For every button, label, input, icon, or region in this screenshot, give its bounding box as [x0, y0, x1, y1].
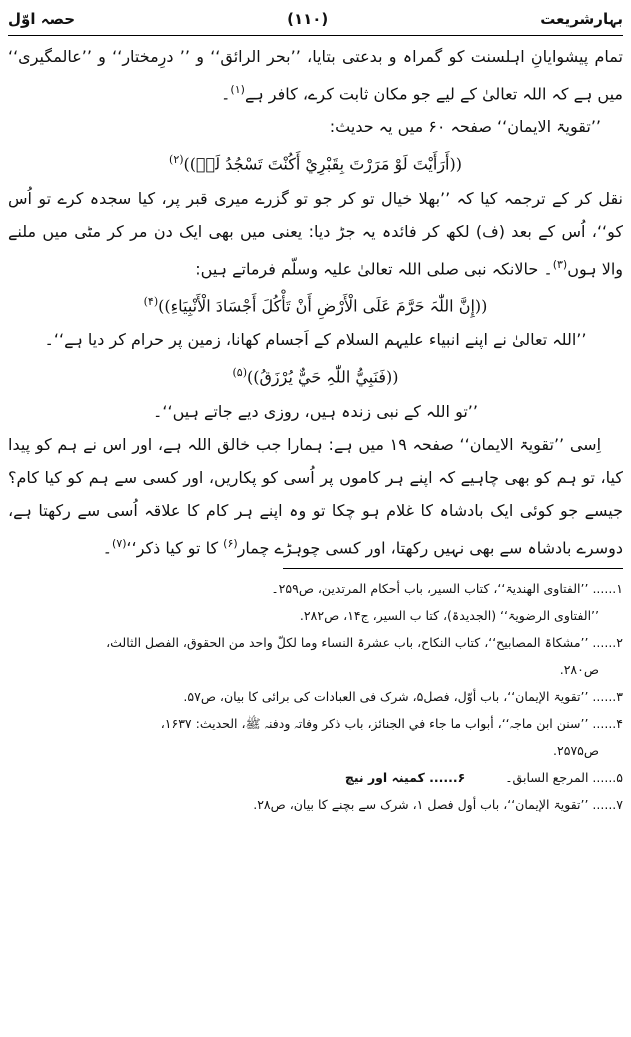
paragraph-1: تمام پیشوایانِ اہلسنت کو گمراہ و بدعتی بتایا، ’’بحر الرائق‘‘ و ’’ درِمختار‘‘ و ’’عالمگیری‘‘ میں ہے کہ اللہ تعالیٰ کے لیے جو مکان ثابت کرے، کافر ہے$^{(۱)}$۔	[8, 47, 623, 104]
footnote-7: ۷...... ’’تقویۃ الإیمان‘‘، باب أول فصل ۱، شرک سے بچنے کا بیان، ص۲۸.	[253, 796, 623, 812]
footnote-ref-1: (۱)	[230, 83, 245, 96]
body-text	[8, 40, 623, 564]
hadith-2: ((إِنَّ اللّٰہَ حَرَّمَ عَلَی الْأَرْضِ أَنْ تَأْکُلَ أَجْسَادَ الْأَنْبِیَاءِ))$^{(۴)}$	[143, 294, 488, 316]
paragraph-3: نقل کر کے ترجمہ کیا کہ ’’بھلا خیال تو کر جو تو گزرے میری قبر پر، کیا سجدہ کرے تو اُس کو‘‘، اُس کے بعد (ف) لکھ کر فائدہ یہ جڑ دیا: یعنی میں بھی ایک دن مر کر مٹی میں ملنے والا ہوں$^{(۳)}$۔ حالانکہ نبی صلی اللہ تعالیٰ علیہ وسلّم فرماتے ہیں:	[8, 188, 623, 278]
page-number: (۱۱۰)	[287, 10, 329, 28]
footnote-ref-7: (۷)	[112, 536, 127, 550]
footnote-5: ۵...... المرجع السابق۔	[505, 769, 623, 785]
footnote-rule	[283, 568, 623, 569]
page-header	[8, 4, 623, 34]
paragraph-2: ’’تقویۃ الایمان‘‘ صفحہ ۶۰ میں یہ حدیث:	[329, 117, 601, 137]
footnote-4: ۴...... ’’سنن ابن ماجہ‘‘، أبواب ما جاء في الجنائز، باب ذکر وفاتہ ودفنہ ﷺ، الحدیث: ۱۶۳۷،	[160, 715, 623, 731]
footnote-4-cont: ص۲۵۷۵.	[553, 742, 599, 758]
footnote-1: ۱...... ’’الفتاوی الھندیۃ‘‘، کتاب السیر، باب أحکام المرتدین، ص۲۵۹۔	[271, 580, 623, 596]
footnote-2-cont: ص۲۸۰.	[559, 661, 599, 677]
footnote-1-cont: ’’الفتاوی الرضویۃ‘‘ (الجدیدۃ)، کتا ب السیر، ج۱۴، ص۲۸۲.	[299, 607, 599, 623]
header-rule	[8, 35, 623, 36]
footnote-ref-4: (۴)	[143, 294, 159, 308]
translation-2: ’’اللہ تعالیٰ نے اپنے انبیاء علیہم السلام کے اَجسام کھانا، زمین پر حرام کر دیا ہے‘‘۔	[44, 330, 587, 350]
footnote-ref-6: (۶)	[223, 536, 238, 550]
footnote-6: ۶...... کمینہ اور نیچ	[344, 769, 466, 785]
footnote-2: ۲...... ’’مشکاۃ المصابیح‘‘، کتاب النکاح، باب عشرۃ النساء وما لکلّ واحد من الحقوق، الفصل الثالث،	[106, 634, 623, 650]
footnote-3: ۳...... ’’تقویۃ الإیمان‘‘، باب أوّل، فصل۵، شرک فی العبادات کی برائی کا بیان، ص۵۷.	[183, 688, 623, 704]
book-title: بہارشریعت	[540, 10, 623, 28]
footnote-row-5-6	[8, 764, 623, 791]
footnote-ref-2: (۲)	[169, 153, 184, 167]
footnotes	[8, 575, 623, 818]
hadith-3: ((فَنَبِيُّ اللّٰہِ حَيٌّ یُرْزَقُ))$^{(۵)}$	[232, 366, 399, 387]
paragraph-4: اِسی ’’تقویۃ الایمان‘‘ صفحہ ۱۹ میں ہے: ہمارا جب خالق اللہ ہے، اور اس نے ہم کو پیدا کیا، تو ہم کو بھی چاہیے کہ اپنے ہر کاموں پر اُسی کو پکاریں، اور کسی سے ہم کو کیا کام؟ جیسے جو کوئی ایک بادشاہ کا غلام ہو چکا تو وہ اپنے ہر کام کا علاقہ اُسی سے رکھتا ہے، دوسرے بادشاہ سے بھی نہیں رکھتا، اور کسی چوہڑے چمار$^{(۶)}$ کا تو کیا ذکر‘‘$^{(۷)}$۔	[8, 434, 623, 557]
footnote-ref-3: (۳)	[552, 257, 568, 271]
translation-3: ’’تو اللہ کے نبی زندہ ہیں، روزی دیے جاتے ہیں‘‘۔	[153, 401, 478, 421]
hadith-1: ((أَرَأَیْتَ لَوْ مَرَرْتَ بِقَبْرِيْ أَکُنْتَ تَسْجُدُ لَہٗ))$^{(۲)}$	[169, 153, 462, 174]
footnote-ref-5: (۵)	[232, 366, 247, 380]
part-label: حصہ اوّل	[8, 10, 76, 28]
